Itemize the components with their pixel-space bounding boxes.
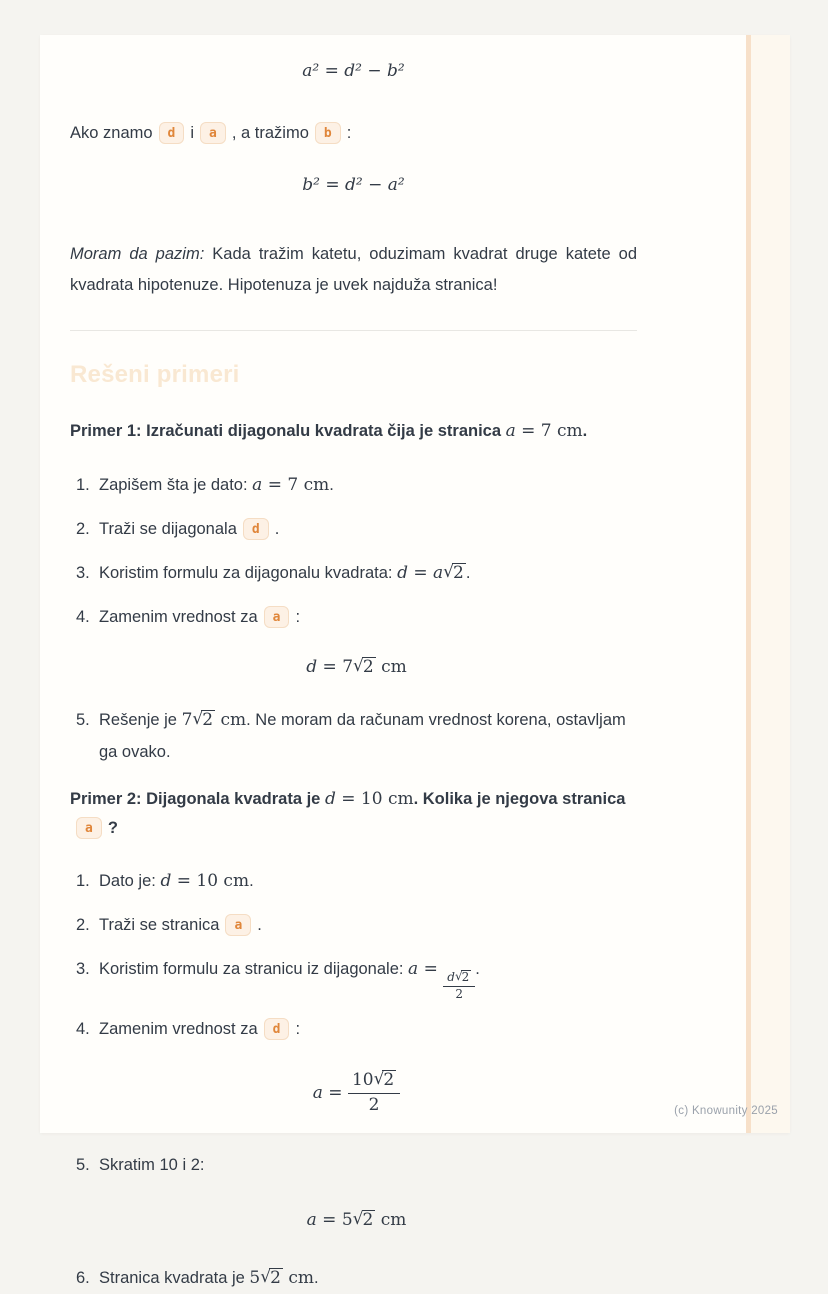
text: . [249,871,254,890]
formula-b-squared [70,175,637,195]
sqrt-expression: √2 [373,1069,395,1091]
text: Traži se dijagonala [99,520,237,539]
text: Zapišem šta je dato: [99,475,253,494]
math-text: d = 7√2 cm [306,655,407,677]
title-bold: . Kolika je njegova stranica [413,790,626,809]
math-inline: a = 7 cm [505,420,583,441]
item-number: 5. [76,1155,90,1174]
list-item [76,1150,637,1181]
section-heading: Rešeni primeri [70,360,240,388]
text: : [346,124,352,142]
var-badge-d: d [264,1018,290,1040]
radical-icon: √ [260,1266,272,1287]
item-number: 5. [76,711,90,730]
primer1-title [70,417,637,446]
text: : [295,608,301,627]
formula-d-result [76,657,637,678]
radical-icon: √ [352,1209,364,1230]
primer1-steps [76,470,637,767]
math-text: b² = d² − a² [302,175,405,196]
formula-a-fraction [76,1070,637,1116]
var-badge-a: a [200,122,226,144]
radical-icon: √ [373,1069,385,1090]
text: Ako znamo [70,124,153,142]
sqrt-expression: √2 [443,563,466,583]
math-inline: a = $\frac{d√2}{2}$ [408,959,475,979]
text: Zamenim vrednost za [99,1019,258,1038]
document-card [40,35,790,1288]
text: Traži se stranica [99,916,220,935]
text: . Ne moram da računam vrednost korena, ostavljam ga ovako. [99,711,626,761]
text: . [313,1268,319,1287]
sqrt-expression: √2 [352,1209,374,1231]
var-badge-a: a [264,606,290,628]
paragraph-known-vars [70,119,637,147]
formula-a-result [76,1210,637,1231]
text: . [257,916,262,935]
list-item [76,1014,637,1045]
math-inline: a = 7 cm [252,474,330,495]
var-badge-d: d [243,518,269,540]
list-item [76,514,637,545]
copyright-notice: (c) Knowunity 2025 [674,1105,778,1117]
var-badge-a: a [225,914,251,936]
text: Koristim formulu za dijagonalu kvadrata: [99,563,398,582]
list-item [76,1263,637,1294]
math-text: a = 5√2 cm [306,1209,407,1231]
item-number: 3. [76,563,90,582]
list-item [76,866,637,897]
item-number: 2. [76,916,90,935]
text: Zamenim vrednost za [99,608,258,627]
page-edge-line [746,35,751,1133]
var-badge-b: b [315,122,341,144]
text: . [475,959,480,978]
math-inline: d = a√2 [397,563,466,583]
radical-icon: √ [192,709,204,730]
item-number: 6. [76,1268,90,1287]
note-lead: Moram da pazim: [70,245,205,264]
math-text: a² = d² − b² [302,61,405,81]
formula-a-squared [70,61,637,81]
list-item [76,910,637,941]
primer2-title [70,785,637,842]
note-paragraph [70,239,637,302]
sqrt-expression: √2 [260,1268,283,1288]
radical-icon: √ [353,655,364,676]
text: . [329,475,334,494]
text: Rešenje je [99,711,182,730]
item-number: 2. [76,520,90,539]
var-badge-a: a [76,817,102,839]
text: , a tražimo [231,124,309,142]
math-inline: d = 10 cm [160,870,250,891]
sqrt-expression: √2 [192,710,215,730]
text: Stranica kvadrata je [99,1268,250,1287]
title-bold: Primer 1: Izračunati dijagonalu kvadrata čija je stranica [70,421,502,440]
text: : [295,1019,301,1038]
text: Koristim formulu za stranicu iz dijagonale: [99,959,409,978]
list-item [76,470,637,501]
item-number: 4. [76,608,90,627]
math-inline: d = 10 cm [324,789,414,810]
list-item [76,558,637,589]
radical-icon: √ [443,561,454,582]
math-inline: 5√2 cm [249,1268,314,1288]
text: . [465,563,471,582]
sqrt-expression: √2 [353,655,374,677]
title-end: ? [107,818,118,837]
section-divider [70,330,637,331]
primer2-steps [76,866,637,1294]
list-item [76,954,637,1001]
text: Skratim 10 i 2: [99,1155,205,1174]
fraction: $\frac{d√2}{2}$ [443,970,475,1001]
text: Dato je: [99,871,161,890]
item-number: 1. [76,871,90,890]
var-badge-d: d [159,122,185,144]
list-item [76,705,637,767]
text: i [190,124,195,142]
document-content [70,35,637,1294]
note-body: Kada tražim katetu, oduzimam kvadrat druge katete od kvadrata hipotenuze. Hipotenuza je uvek najduža stranica! [70,245,637,295]
item-number: 3. [76,959,90,978]
list-item [76,602,637,633]
text: . [274,520,280,539]
radical-icon: √ [454,968,463,983]
math-inline: 7√2 cm [182,710,247,730]
page-edge-zone [751,35,790,1133]
math-text: a = $\frac{10√2}{2}$ [313,1083,401,1103]
title-end: . [582,421,588,440]
sqrt-expression: √2 [454,968,470,984]
item-number: 1. [76,475,90,494]
fraction: $\frac{10√2}{2}$ [348,1070,400,1116]
item-number: 4. [76,1019,90,1038]
title-bold: Primer 2: Dijagonala kvadrata je [70,790,321,809]
